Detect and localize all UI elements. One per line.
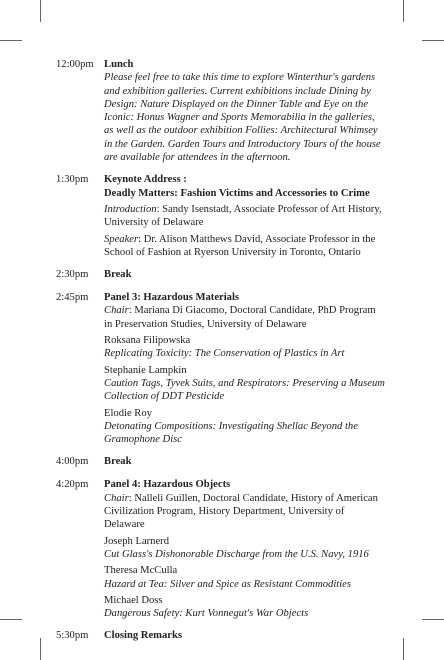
session-time: 4:20pm <box>56 479 89 491</box>
paper-entry <box>104 594 386 621</box>
paper-author: Michael Doss <box>104 594 163 606</box>
crop-mark-bottom-left <box>40 638 41 660</box>
role-text: : Sandy Isenstadt, Associate Professor of Art History, University of Delaware <box>104 203 382 229</box>
schedule-item-panel-3 <box>56 291 386 446</box>
panel-chair <box>104 492 386 532</box>
paper-entry <box>104 407 386 447</box>
crop-mark-left-bottom <box>0 619 22 620</box>
session-title: Panel 4: Hazardous Objects <box>104 479 231 491</box>
schedule-item-break <box>56 455 386 469</box>
session-time: 2:30pm <box>56 269 89 281</box>
session-content <box>104 455 386 468</box>
session-time: 12:00pm <box>56 59 94 70</box>
paper-entry <box>104 364 386 404</box>
session-content <box>104 478 386 620</box>
program-schedule <box>56 58 386 643</box>
paper-title: Caution Tags, Tyvek Suits, and Respirators: Preserving a Museum Collection of DDT Pesticide <box>104 377 385 403</box>
role-text: : Dr. Alison Matthews David, Associate Professor in the School of Fashion at Ryerson University in Toronto, Ontario <box>104 233 376 258</box>
session-time: 4:00pm <box>56 456 89 468</box>
role-text: : Mariana Di Giacomo, Doctoral Candidate, PhD Program in Preservation Studies, University of Delaware <box>104 305 376 330</box>
schedule-item-panel-4 <box>56 478 386 620</box>
schedule-item-closing <box>56 629 386 643</box>
crop-mark-right-top <box>422 40 444 41</box>
lunch-description: Please feel free to take this time to explore Winterthur's gardens and exhibition galleries. Current exhibitions include Dining by Design: Nature Displayed on the Dinner Table and Eye on the Iconic: Honus Wagner and Sports Memorabilia in the galleries, as well as the outdoor exhibition Follies: Architectural Whimsey in the Garden. Garden Tours and Introductory Tours of the house are available for attendees in the afternoon. <box>104 72 381 164</box>
session-title: Break <box>104 456 132 468</box>
paper-entry <box>104 564 386 591</box>
session-content <box>104 629 386 642</box>
schedule-item-lunch <box>56 58 386 164</box>
crop-mark-top-left <box>40 0 41 22</box>
session-content <box>104 268 386 281</box>
session-content <box>104 291 386 446</box>
crop-mark-left-top <box>0 40 22 41</box>
crop-mark-right-bottom <box>422 619 444 620</box>
paper-title: Hazard at Tea: Silver and Spice as Resistant Commodities <box>104 578 351 590</box>
crop-mark-bottom-right <box>403 638 404 660</box>
paper-title: Detonating Compositions: Investigating Shellac Beyond the Gramophone Disc <box>104 420 358 446</box>
session-title: Panel 3: Hazardous Materials <box>104 292 240 304</box>
paper-title: Dangerous Safety: Kurt Vonnegut's War Objects <box>104 608 309 620</box>
session-title: Keynote Address : <box>104 174 187 186</box>
session-content <box>104 173 386 259</box>
schedule-item-break <box>56 268 386 282</box>
session-time: 5:30pm <box>56 630 89 642</box>
paper-author: Joseph Larnerd <box>104 535 170 547</box>
panel-chair <box>104 304 386 331</box>
session-time: 2:45pm <box>56 292 89 304</box>
paper-title: Cut Glass's Dishonorable Discharge from the U.S. Navy, 1916 <box>104 548 369 560</box>
role-label: Chair <box>104 305 129 317</box>
paper-author: Roksana Filipowska <box>104 335 191 347</box>
session-time: 1:30pm <box>56 174 89 186</box>
paper-title: Replicating Toxicity: The Conservation of Plastics in Art <box>104 348 345 360</box>
session-content <box>104 58 386 164</box>
role-label: Speaker <box>104 233 139 245</box>
paper-author: Elodie Roy <box>104 407 152 419</box>
session-title: Break <box>104 269 132 281</box>
session-title: Lunch <box>104 59 134 70</box>
keynote-speaker <box>104 233 386 260</box>
paper-entry <box>104 535 386 562</box>
schedule-item-keynote <box>56 173 386 259</box>
paper-entry <box>104 334 386 361</box>
role-label: Chair <box>104 492 129 504</box>
crop-mark-top-right <box>403 0 404 22</box>
paper-author: Stephanie Lampkin <box>104 364 187 376</box>
paper-author: Theresa McCulla <box>104 565 178 577</box>
keynote-introduction <box>104 203 386 230</box>
role-text: : Nalleli Guillen, Doctoral Candidate, History of American Civilization Program, History Department, University of Delaware <box>104 492 378 531</box>
keynote-subtitle: Deadly Matters: Fashion Victims and Accessories to Crime <box>104 187 370 199</box>
session-title: Closing Remarks <box>104 630 182 642</box>
role-label: Introduction <box>104 203 157 215</box>
